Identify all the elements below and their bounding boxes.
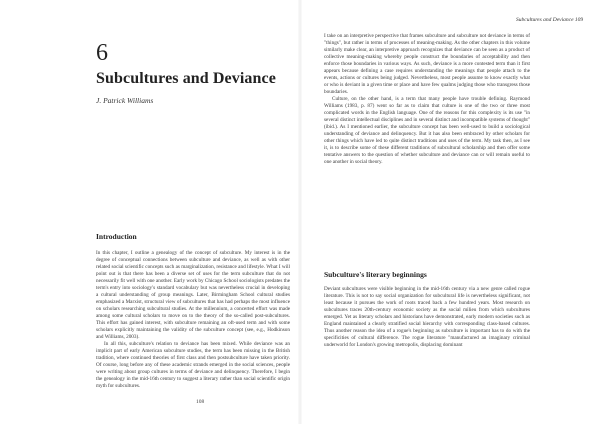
chapter-number: 6 <box>96 40 108 66</box>
right-body-text-2 <box>324 286 530 349</box>
chapter-title: Subcultures and Deviance <box>96 70 276 87</box>
section-heading-literary-beginnings: Subculture's literary beginnings <box>324 270 427 279</box>
right-body-text <box>324 33 530 166</box>
page-number: 108 <box>196 399 205 405</box>
chapter-author: J. Patrick Williams <box>96 96 154 105</box>
paragraph: Culture, on the other hand, is a term that many people have trouble defining. Raymond Williams (1983, p. 87) went so far as to claim that culture is one of the two or three most complicated words in the English language. One of the reasons for this complexity is its use "in several distinct intellectual disciplines and in several distinct and incompatible systems of thought" (ibid.). As I mentioned earlier, the subculture concept has been well-used to build a sociological understanding of deviance and delinquency. But it has also been embraced by other scholars for other things which have led to quite distinct traditions and uses of the term. My task then, as I see it, is to describe some of these different traditions of subcultural scholarship and then offer some tentative answers to the question of whether subculture and deviance can or will remain useful to one another in social theory. <box>324 96 530 165</box>
paragraph: I take on an interpretive perspective that frames subculture and subculture not deviance in terms of "things", but rather in terms of processes of meaning-making. As the other chapters in this volume similarly make clear, an interpretive approach recognizes that deviance can be seen as a product of collective meaning-making whereby people construct the boundaries of acceptability and then enforce those boundaries in various ways. As such, deviance is a more contested term than it first appears because defining a case requires understanding the meanings that people attach to the events, actions or cultures being judged. Nevertheless, most people assume to know exactly what or who is deviant in a given time or place and have few qualms judging those who transgress those boundaries. <box>324 33 530 95</box>
left-body-text <box>96 250 290 390</box>
section-heading-introduction: Introduction <box>96 232 137 241</box>
running-head: Subcultures and Deviance 109 <box>516 17 584 23</box>
paragraph: In all this, subculture's relation to deviance has been mixed. While deviance was an implicit part of early American subculture studies, the term has been missing in the British tradition, where continued theories of first class and then postsubculture have taken priority. Of course, long before any of these academic strands emerged in the social sciences, people were writing about group cultures in terms of deviance and delinquency. Therefore, I begin the genealogy in the mid-16th century to suggest a literary rather than social scientific origin myth for subcultures. <box>96 341 290 389</box>
right-page <box>300 0 600 424</box>
paragraph: In this chapter, I outline a genealogy of the concept of subculture. My interest is in the degree of conceptual connections between subculture and deviance, as well as with other related social scientific concepts such as marginalization, resistance and lifestyle. What I will point out is that there has been a diverse set of uses for the term subculture that do not necessarily fit well with one another. Early work by Chicago School sociologists predates the term's entry into sociology's standard vocabulary but was nevertheless crucial in developing a cultural understanding of group meanings. Later, Birmingham School cultural studies emphasized a Marxist, structural view of subcultures that has had perhaps the most influence on scholars researching subcultural studies. At the millennium, a concerted effort was made among some cultural scholars to move on to the theory of the so-called post-subcultures. This effort has gained interest, with subculture remaining an oft-used term and with some scholars explicitly maintaining the validity of the subculture concept (see, e.g., Hodkinson and Williams, 2003). <box>96 250 290 340</box>
paragraph: Deviant subcultures were visible beginning in the mid-16th century via a new genre called rogue literature. This is not to say social organization for subcultural life is nevertheless significant, not least because it pursues the work of roots traced back a few hundred years. Most research on subcultures traces 20th-century economic society as the social milieu from which subcultures emerged. Yet as literary scholars and historians have demonstrated, early modern societies such as England maintained a clearly stratified social hierarchy with corresponding class-based cultures. Thus another reason the idea of a rogue's beginning as subculture is important has to do with the specificities of cultural difference. The rogue literature "manufactured an imaginary criminal underworld for London's growing metropolis, displacing dominant <box>324 286 530 348</box>
